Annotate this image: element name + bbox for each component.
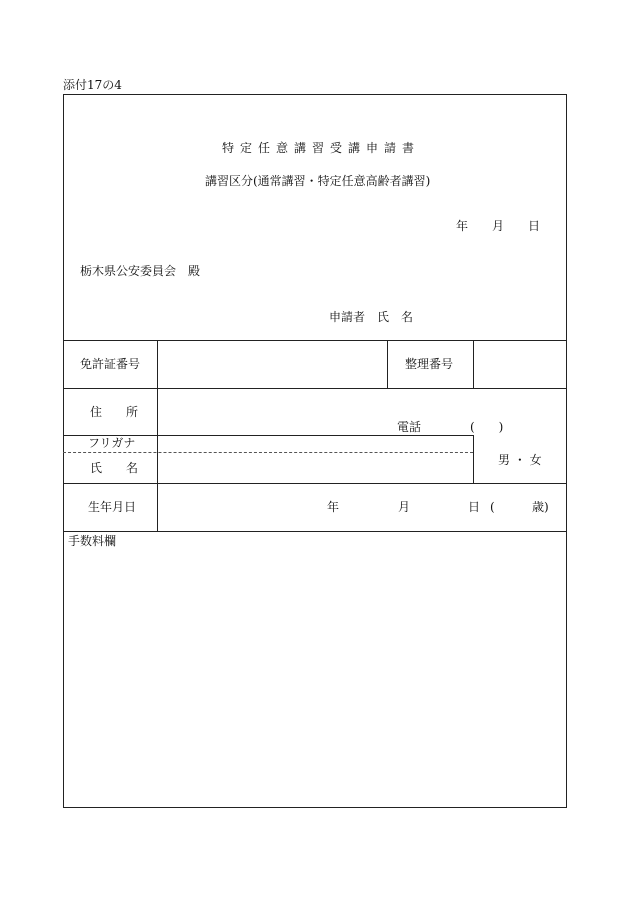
fee-label: 手数料欄 [68, 534, 117, 548]
divider-dob [63, 531, 567, 532]
name-field[interactable] [157, 453, 473, 483]
furigana-label: フリガナ [88, 436, 136, 450]
dob-label: 生年月日 [88, 500, 137, 514]
furigana-field[interactable] [157, 436, 473, 452]
form-title: 特定任意講習受講申請書 [222, 141, 421, 155]
address-field[interactable] [157, 389, 566, 435]
applicant-name-label: 申請者 氏 名 [329, 310, 414, 324]
fee-area [64, 550, 566, 806]
age-open-paren: ( [490, 500, 495, 514]
name-label: 氏 名 [90, 461, 139, 475]
reference-number-label: 整理番号 [405, 357, 454, 371]
sex-selection[interactable]: 男 ・ 女 [498, 453, 542, 467]
address-label: 住 所 [90, 405, 139, 419]
date-day-label: 日 [528, 219, 541, 233]
sex-divider [473, 435, 474, 483]
ref-left-divider [387, 340, 388, 388]
reference-number-field[interactable] [474, 341, 566, 388]
dob-month-label: 月 [398, 500, 411, 514]
phone-label: 電話 [397, 420, 422, 434]
dob-field[interactable] [157, 484, 566, 531]
dob-year-label: 年 [327, 500, 340, 514]
dob-day-label: 日 [468, 500, 481, 514]
attachment-label: 添付17の4 [63, 78, 122, 92]
license-number-label: 免許証番号 [80, 357, 141, 371]
date-year-label: 年 [456, 219, 469, 233]
date-month-label: 月 [492, 219, 505, 233]
addressee: 栃木県公安委員会 殿 [80, 264, 201, 278]
form-subtitle: 講習区分(通常講習・特定任意高齢者講習) [205, 174, 431, 188]
age-label: 歳) [532, 500, 549, 514]
phone-area-code: ( ) [470, 420, 504, 434]
license-number-field[interactable] [157, 341, 387, 388]
